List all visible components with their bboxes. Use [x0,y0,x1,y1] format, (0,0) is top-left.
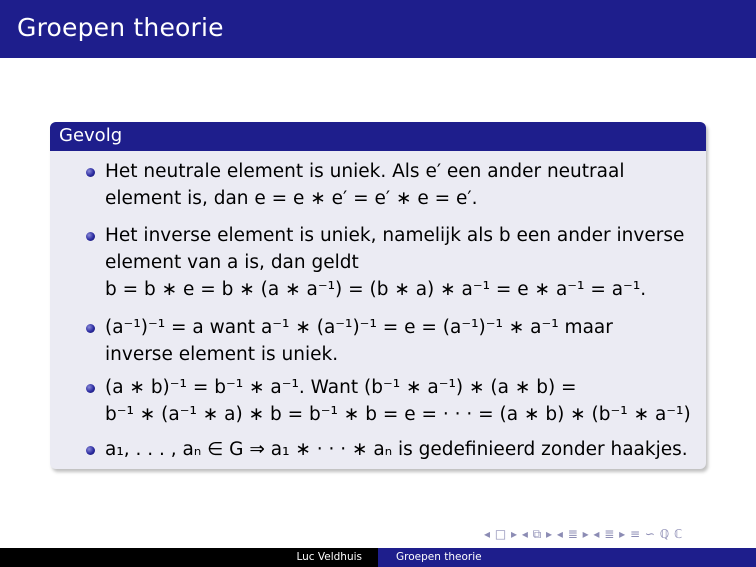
list-item [105,436,696,463]
list-item [105,314,696,368]
list-item [105,158,696,212]
frame-title: Groepen theorie [17,13,224,42]
item-line: Het neutrale element is uniek. Als e′ een ander neutraal [105,161,625,182]
item-line: (a⁻¹)⁻¹ = a want a⁻¹ ∗ (a⁻¹)⁻¹ = e = (a⁻¹)⁻¹ ∗ a⁻¹ maar [105,317,613,338]
footer-bar [0,548,756,567]
item-line: (a ∗ b)⁻¹ = b⁻¹ ∗ a⁻¹. Want (b⁻¹ ∗ a⁻¹) ∗ (a ∗ b) = [105,377,577,398]
bullet-icon [86,384,95,393]
frame-title-bar [0,0,756,58]
item-line: a₁, . . . , aₙ ∈ G ⇒ a₁ ∗ · · · ∗ aₙ is gedefinieerd zonder haakjes. [105,439,688,460]
block-header: Gevolg [50,122,706,151]
item-line: b⁻¹ ∗ (a⁻¹ ∗ a) ∗ b = b⁻¹ ∗ b = e = · · · = (a ∗ b) ∗ (b⁻¹ ∗ a⁻¹) [105,404,691,425]
bullet-icon [86,232,95,241]
list-item [105,222,696,303]
item-line: inverse element is uniek. [105,344,339,365]
navigation-symbols[interactable]: ◂ □ ▸ ◂ ⧉ ▸ ◂ ≣ ▸ ◂ ≣ ▸ ≡ ∽ ℚ ℂ [484,527,683,541]
list-item [105,374,696,428]
theorem-block [50,122,706,469]
bullet-icon [86,324,95,333]
bullet-icon [86,446,95,455]
item-line: element is, dan e = e ∗ e′ = e′ ∗ e = e′. [105,188,478,209]
item-line: Het inverse element is uniek, namelijk als b een ander inverse [105,225,685,246]
bullet-icon [86,168,95,177]
footer-title: Groepen theorie [378,548,756,567]
item-line: element van a is, dan geldt [105,252,359,273]
footer-author: Luc Veldhuis [0,548,378,567]
item-line: b = b ∗ e = b ∗ (a ∗ a⁻¹) = (b ∗ a) ∗ a⁻¹ = e ∗ a⁻¹ = a⁻¹. [105,279,647,300]
